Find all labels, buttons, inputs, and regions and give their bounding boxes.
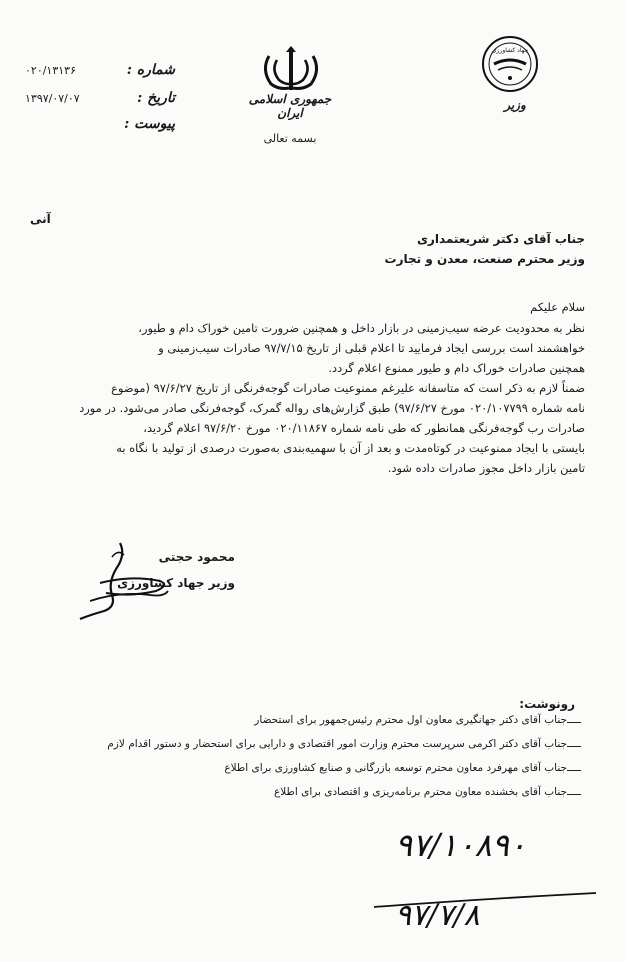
letter-date-row: [25, 92, 175, 112]
body-line: نامه شماره ۰۲۰/۱۰۷۷۹۹ مورخ ۹۷/۶/۲۷) طبق گزارش‌های رواله گمرک، گوجه‌فرنگی صادر می‌شود. در مورد: [79, 401, 585, 415]
addressee-line1: جناب آقای دکتر شریعتمداری: [416, 232, 585, 246]
ministry-logo-text: جهاد کشاورزی: [491, 47, 529, 54]
greeting: سلام علیکم: [530, 300, 585, 314]
signatory-title: وزیر جهاد کشاورزی: [117, 576, 235, 590]
addressee-line2: وزیر محترم صنعت، معدن و تجارت: [384, 252, 585, 266]
copy-bullet: [567, 722, 581, 723]
copies-title: رونوشت:: [519, 697, 575, 711]
body-line: تامین بازار داخل مجوز صادرات داده شود.: [387, 461, 585, 475]
copy-bullet: [567, 794, 581, 795]
handwritten-signature: [60, 535, 180, 625]
letter-number-value: ۰۲۰/۱۳۱۳۶: [25, 64, 76, 77]
handwritten-note: ۹۷/۱۰۸۹۰: [395, 826, 527, 864]
copy-item: جناب آقای بخشنده معاون محترم برنامه‌ریزی و اقتصادی برای اطلاع: [273, 786, 567, 798]
body-line: ضمناً لازم به ذکر است که متاسفانه علیرغم ممنوعیت صادرات گوجه‌فرنگی از تاریخ ۹۷/۶/۲۷ (موضوع: [111, 381, 585, 395]
letter-attachment-row: [25, 118, 175, 138]
copy-item: جناب آقای دکتر اکرمی سرپرست محترم وزارت امور اقتصادی و دارایی برای استحضار و دستور اقدام لازم: [107, 738, 567, 750]
body-line: نظر به محدودیت عرضه سیب‌زمینی در بازار داخل و همچنین ضرورت تامین خوراک دام و طیور،: [138, 321, 585, 335]
letter-attachment-label: پیوست :: [124, 116, 175, 132]
minister-caption: وزیر: [504, 98, 526, 112]
body-line: بایستی با ایجاد ممنوعیت در کوتاه‌مدت و بعد از آن با سهمیه‌بندی به‌صورت درصدی از تولید با نگاه به: [116, 441, 585, 455]
copy-item: جناب آقای دکتر جهانگیری معاون اول محترم رئیس‌جمهور برای استحضار: [254, 714, 567, 726]
body-line: صادرات رب گوجه‌فرنگی همانطور که طی نامه شماره ۰۲۰/۱۱۸۶۷ مورخ ۹۷/۶/۲۰ اعلام گردید،: [143, 421, 585, 435]
body-line: همچنین صادرات خوراک دام و طیور ممنوع اعلام گردد.: [328, 361, 585, 375]
ministry-logo-icon: [480, 34, 540, 94]
urgency-label: آنی: [30, 212, 51, 226]
copy-bullet: [567, 770, 581, 771]
handwritten-date: ۹۷/۷/۸: [395, 898, 480, 933]
letter-date-label: تاریخ :: [137, 90, 175, 106]
country-name: جمهوری اسلامی ایران: [248, 92, 332, 120]
body-line: خواهشمند است بررسی ایجاد فرمایید تا اعلام قبلی از تاریخ ۹۷/۷/۱۵ صادرات سیب‌زمینی و: [158, 341, 585, 355]
basmala: بسمه تعالی: [263, 132, 317, 145]
copy-bullet: [567, 746, 581, 747]
letter-number-label: شماره :: [126, 62, 175, 78]
iran-emblem-icon: [259, 44, 323, 94]
copy-item: جناب آقای مهرفرد معاون محترم توسعه بازرگانی و صنایع کشاورزی برای اطلاع: [224, 762, 567, 774]
letter-date-value: ۱۳۹۷/۰۷/۰۷: [25, 92, 80, 105]
letter-number-row: [25, 64, 175, 84]
signatory-name: محمود حجتی: [158, 550, 235, 564]
